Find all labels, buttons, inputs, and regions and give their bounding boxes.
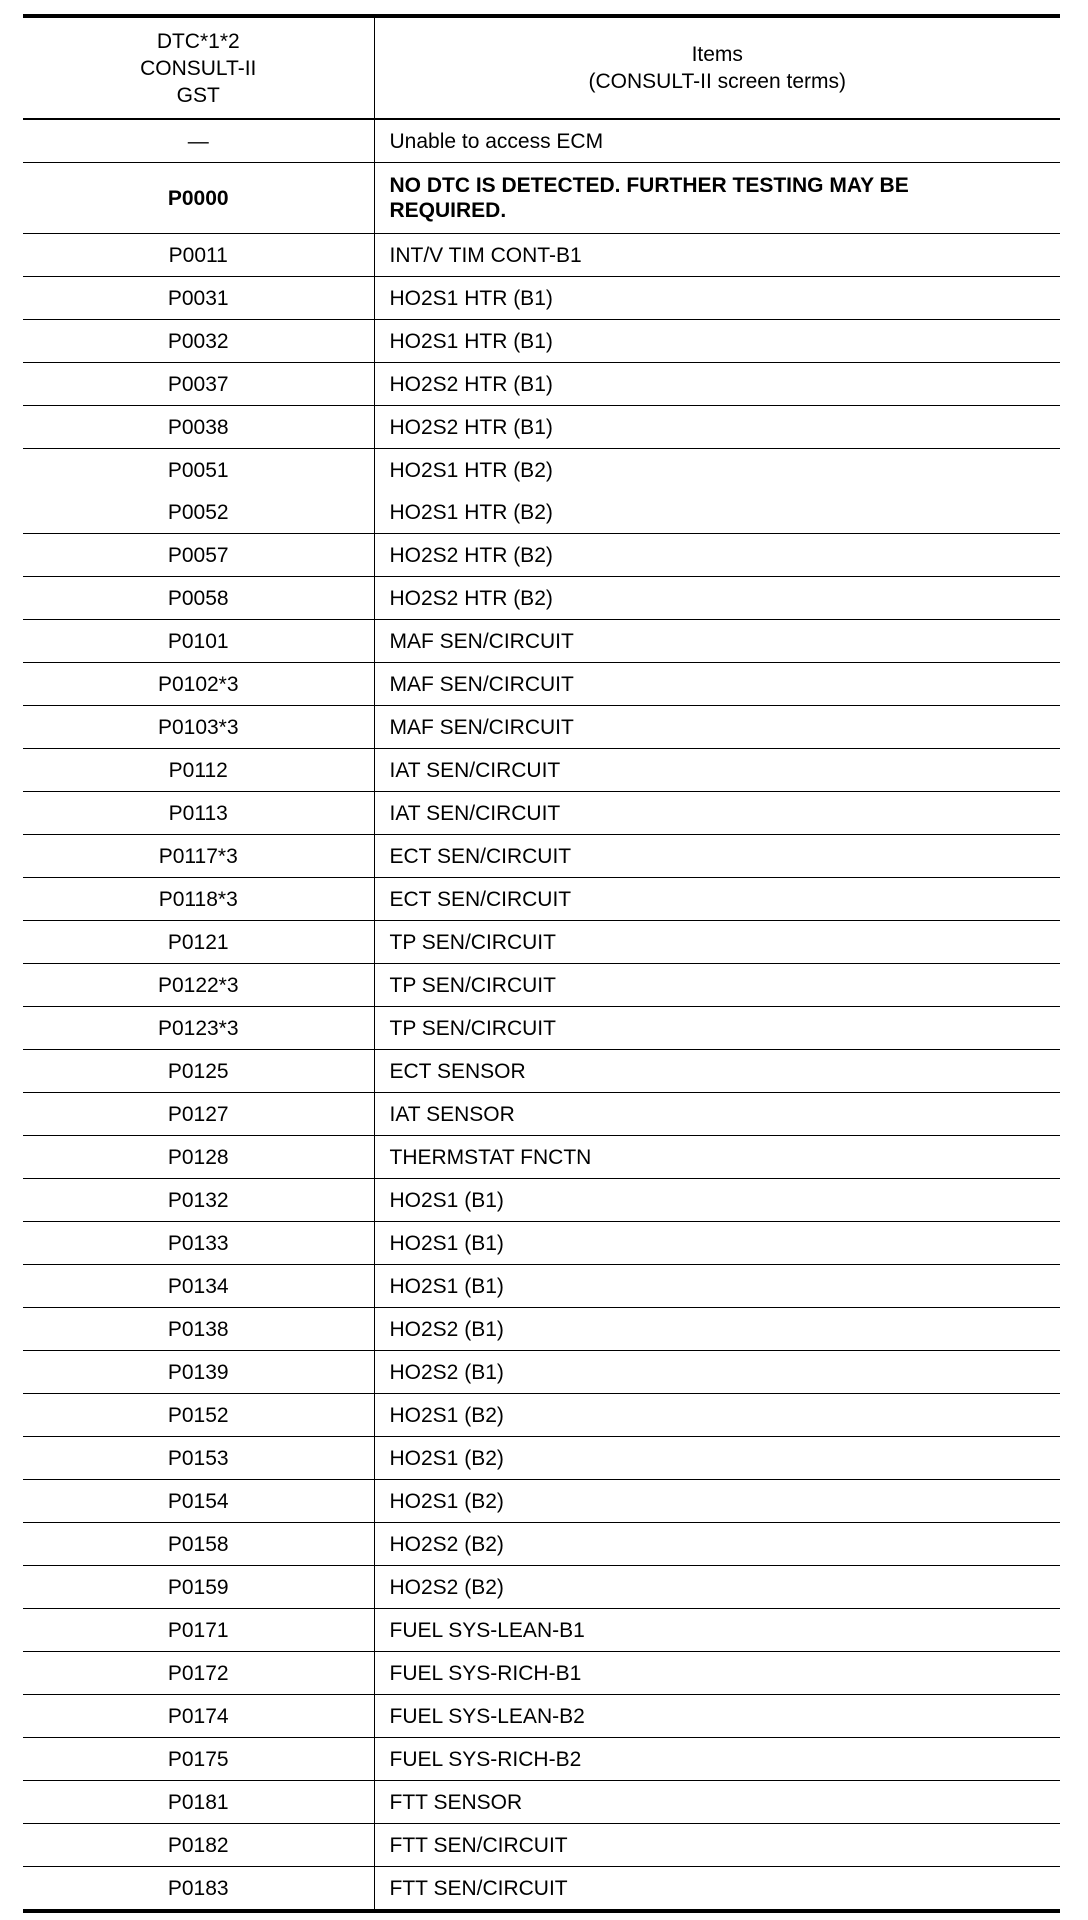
header-dtc-line: CONSULT-II [140, 56, 257, 80]
dtc-code-cell: P0125 [23, 1050, 374, 1093]
table-row [23, 277, 1060, 320]
table-row [23, 1093, 1060, 1136]
header-items-line: Items [691, 43, 743, 66]
dtc-code-cell: P0058 [23, 577, 374, 620]
dtc-code-cell: P0121 [23, 921, 374, 964]
table-row [23, 1781, 1060, 1824]
item-cell: FUEL SYS-RICH-B1 [374, 1652, 1060, 1695]
table-row [23, 1351, 1060, 1394]
dtc-code-cell: P0183 [23, 1867, 374, 1912]
table-row [23, 1179, 1060, 1222]
header-row [23, 16, 1060, 119]
item-cell: NO DTC IS DETECTED. FURTHER TESTING MAY BE REQUIRED. [374, 163, 1060, 234]
table-row [23, 921, 1060, 964]
item-cell: MAF SEN/CIRCUIT [374, 706, 1060, 749]
item-cell: HO2S2 (B2) [374, 1566, 1060, 1609]
item-cell: IAT SEN/CIRCUIT [374, 792, 1060, 835]
dtc-table-container [23, 14, 1060, 1913]
table-row [23, 1652, 1060, 1695]
table-row [23, 663, 1060, 706]
dtc-code-cell: P0102*3 [23, 663, 374, 706]
table-row [23, 620, 1060, 663]
dtc-code-cell: P0031 [23, 277, 374, 320]
item-cell: FUEL SYS-RICH-B2 [374, 1738, 1060, 1781]
item-cell: HO2S1 (B1) [374, 1222, 1060, 1265]
item-cell: MAF SEN/CIRCUIT [374, 663, 1060, 706]
table-row [23, 1523, 1060, 1566]
item-cell: ECT SENSOR [374, 1050, 1060, 1093]
dtc-code-cell: P0127 [23, 1093, 374, 1136]
dtc-code-cell: P0152 [23, 1394, 374, 1437]
table-row [23, 491, 1060, 534]
item-cell: HO2S1 (B2) [374, 1437, 1060, 1480]
table-row [23, 1308, 1060, 1351]
dtc-code-cell: P0011 [23, 234, 374, 277]
dtc-code-cell: P0154 [23, 1480, 374, 1523]
table-row [23, 792, 1060, 835]
item-cell: ECT SEN/CIRCUIT [374, 835, 1060, 878]
item-cell: HO2S1 (B2) [374, 1394, 1060, 1437]
dtc-code-cell: P0128 [23, 1136, 374, 1179]
item-cell: TP SEN/CIRCUIT [374, 964, 1060, 1007]
dtc-code-cell: P0139 [23, 1351, 374, 1394]
table-row [23, 1566, 1060, 1609]
dtc-code-cell: P0134 [23, 1265, 374, 1308]
item-cell: FUEL SYS-LEAN-B1 [374, 1609, 1060, 1652]
item-cell: ECT SEN/CIRCUIT [374, 878, 1060, 921]
header-dtc-line: DTC*1*2 [156, 29, 240, 53]
item-cell: INT/V TIM CONT-B1 [374, 234, 1060, 277]
dtc-code-cell: P0113 [23, 792, 374, 835]
dtc-code-cell: P0000 [23, 163, 374, 234]
item-cell: MAF SEN/CIRCUIT [374, 620, 1060, 663]
dtc-code-cell: P0112 [23, 749, 374, 792]
dtc-code-cell: P0171 [23, 1609, 374, 1652]
table-row [23, 1136, 1060, 1179]
table-row [23, 577, 1060, 620]
item-cell: HO2S2 HTR (B1) [374, 363, 1060, 406]
item-cell: FUEL SYS-LEAN-B2 [374, 1695, 1060, 1738]
dtc-code-cell: P0158 [23, 1523, 374, 1566]
item-cell: FTT SENSOR [374, 1781, 1060, 1824]
item-cell: HO2S2 HTR (B1) [374, 406, 1060, 449]
dtc-code-cell: P0057 [23, 534, 374, 577]
table-row [23, 1695, 1060, 1738]
table-row [23, 363, 1060, 406]
item-cell: HO2S1 (B1) [374, 1179, 1060, 1222]
dtc-code-cell: P0118*3 [23, 878, 374, 921]
dtc-table [23, 14, 1060, 1913]
table-row [23, 1394, 1060, 1437]
item-cell: HO2S2 HTR (B2) [374, 534, 1060, 577]
table-row [23, 749, 1060, 792]
table-row [23, 119, 1060, 163]
item-cell: HO2S1 HTR (B1) [374, 320, 1060, 363]
item-cell: FTT SEN/CIRCUIT [389, 1876, 568, 1900]
table-body [23, 119, 1060, 1911]
item-cell: HO2S2 (B2) [374, 1523, 1060, 1566]
dtc-code-cell: P0159 [23, 1566, 374, 1609]
dtc-code-cell: P0051 [23, 449, 374, 492]
dtc-code-cell: P0117*3 [23, 835, 374, 878]
dtc-code-cell: P0123*3 [23, 1007, 374, 1050]
dtc-code-cell: P0182 [23, 1824, 374, 1867]
item-cell: IAT SENSOR [374, 1093, 1060, 1136]
item-cell: HO2S2 HTR (B2) [374, 577, 1060, 620]
item-cell: HO2S2 (B1) [374, 1351, 1060, 1394]
item-cell: HO2S1 HTR (B2) [374, 491, 1060, 534]
dtc-code-cell: P0037 [23, 363, 374, 406]
dtc-code-cell: P0101 [23, 620, 374, 663]
table-row [23, 1265, 1060, 1308]
dtc-code-cell: P0174 [23, 1695, 374, 1738]
table-row [23, 835, 1060, 878]
table-row [23, 1007, 1060, 1050]
table-row [23, 163, 1060, 234]
header-dtc-line: GST [176, 83, 220, 107]
table-row [23, 320, 1060, 363]
item-cell: HO2S1 (B2) [374, 1480, 1060, 1523]
dtc-code-cell: P0132 [23, 1179, 374, 1222]
item-cell: HO2S1 HTR (B1) [374, 277, 1060, 320]
item-cell: TP SEN/CIRCUIT [374, 921, 1060, 964]
table-header [23, 16, 1060, 119]
table-row [23, 234, 1060, 277]
dtc-code-cell: P0175 [23, 1738, 374, 1781]
dtc-code-cell: P0153 [23, 1437, 374, 1480]
item-cell: HO2S1 HTR (B2) [389, 458, 553, 482]
table-row [23, 964, 1060, 1007]
table-row [23, 1480, 1060, 1523]
dtc-code-cell: P0122*3 [23, 964, 374, 1007]
table-row [23, 406, 1060, 449]
table-row [23, 1050, 1060, 1093]
dtc-code-cell: P0133 [23, 1222, 374, 1265]
header-items [374, 16, 1060, 119]
item-cell: Unable to access ECM [374, 119, 1060, 163]
table-row [23, 1609, 1060, 1652]
item-cell: HO2S2 (B1) [374, 1308, 1060, 1351]
dtc-code-cell: P0038 [23, 406, 374, 449]
item-cell: HO2S1 (B1) [374, 1265, 1060, 1308]
dtc-code-cell: P0138 [23, 1308, 374, 1351]
dtc-code-cell: P0032 [23, 320, 374, 363]
table-row [23, 534, 1060, 577]
table-row [23, 1824, 1060, 1867]
table-row [23, 878, 1060, 921]
item-cell: THERMSTAT FNCTN [374, 1136, 1060, 1179]
header-items-line: (CONSULT-II screen terms) [588, 70, 846, 93]
table-row [23, 706, 1060, 749]
table-row [23, 1867, 1060, 1912]
item-cell: TP SEN/CIRCUIT [374, 1007, 1060, 1050]
table-row [23, 449, 1060, 492]
item-cell: IAT SEN/CIRCUIT [374, 749, 1060, 792]
dtc-code-cell: P0052 [23, 491, 374, 534]
table-row [23, 1222, 1060, 1265]
header-dtc [23, 16, 374, 119]
table-row [23, 1738, 1060, 1781]
item-cell: FTT SEN/CIRCUIT [374, 1824, 1060, 1867]
dtc-code-cell: P0172 [23, 1652, 374, 1695]
table-row [23, 1437, 1060, 1480]
dtc-code-cell: P0181 [23, 1781, 374, 1824]
dtc-code-cell: P0103*3 [23, 706, 374, 749]
dtc-code-cell: — [23, 119, 374, 163]
